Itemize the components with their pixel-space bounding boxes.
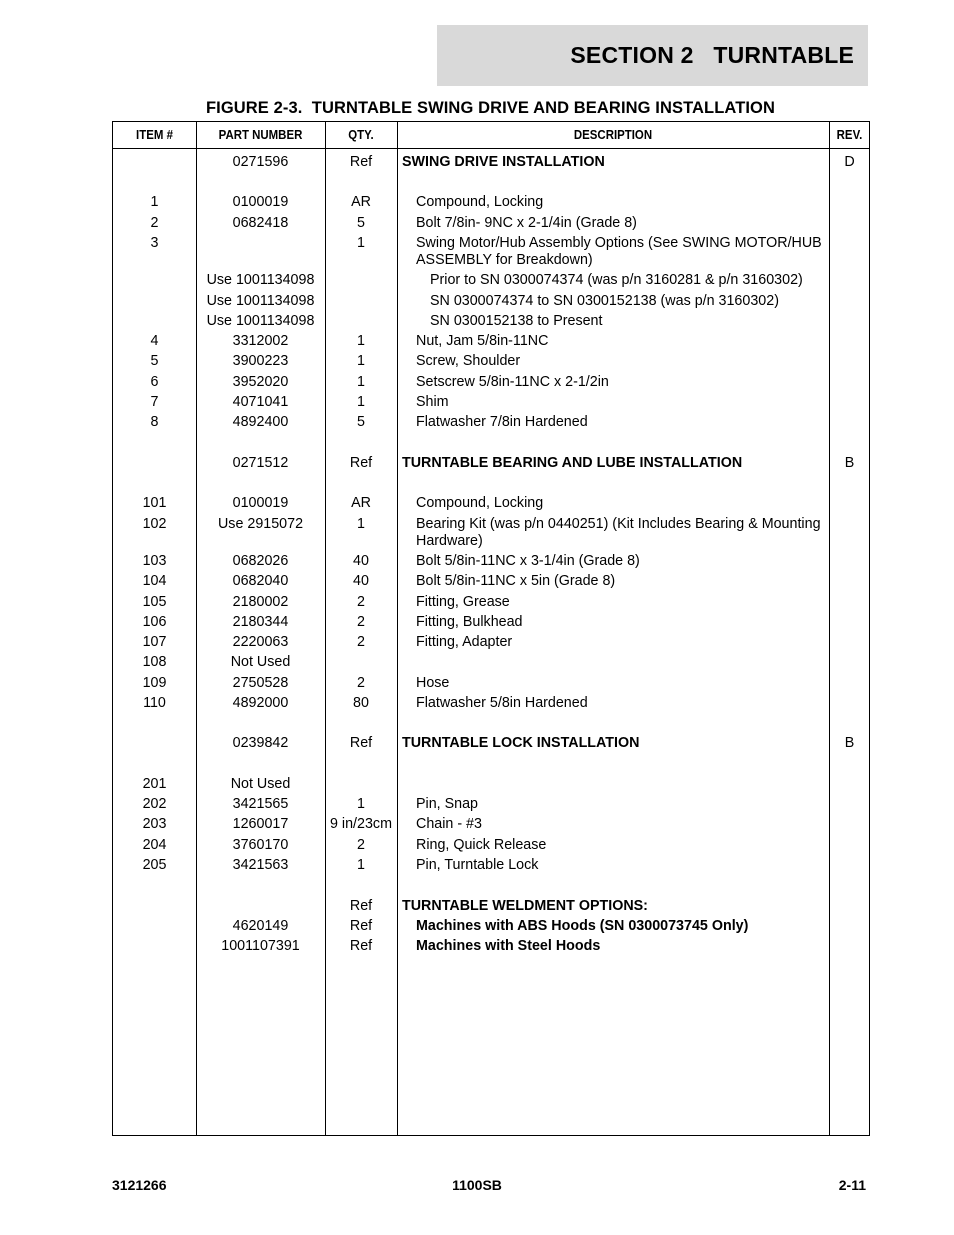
- description: Flatwasher 7/8in Hardened: [416, 414, 588, 430]
- section-header: [437, 25, 868, 86]
- part-number: 2180344: [232, 614, 289, 630]
- revision: D: [844, 154, 855, 170]
- quantity: Ref: [349, 918, 373, 934]
- section-title: SECTION 2 TURNTABLE: [570, 42, 854, 68]
- description: TURNTABLE BEARING AND LUBE INSTALLATION: [402, 455, 743, 471]
- quantity: 5: [357, 414, 365, 430]
- part-number: 4071041: [232, 394, 289, 410]
- quantity: 40: [353, 553, 369, 569]
- header-item: ITEM #: [136, 127, 173, 142]
- part-number: 4620149: [232, 918, 289, 934]
- column-divider: [397, 122, 398, 1135]
- quantity: AR: [351, 495, 371, 511]
- item-number: 205: [142, 857, 167, 873]
- part-number: 4892000: [232, 695, 289, 711]
- description: Prior to SN 0300074374 (was p/n 3160281 & p/n 3160302): [430, 272, 803, 288]
- header-description: DESCRIPTION: [573, 127, 653, 142]
- part-number: 3900223: [232, 353, 289, 369]
- part-number: 0100019: [232, 495, 289, 511]
- description: Bearing Kit (was p/n 0440251) (Kit Includes Bearing & Mounting Hardware): [416, 516, 821, 549]
- description: Pin, Turntable Lock: [416, 857, 539, 873]
- description: Fitting, Adapter: [416, 634, 513, 650]
- description: Setscrew 5/8in-11NC x 2-1/2in: [416, 374, 609, 390]
- item-number: 103: [142, 553, 167, 569]
- item-number: 105: [142, 594, 167, 610]
- quantity: 1: [357, 796, 365, 812]
- item-number: 108: [142, 654, 167, 670]
- description: Bolt 5/8in-11NC x 3-1/4in (Grade 8): [416, 553, 640, 569]
- part-number: Not Used: [230, 654, 291, 670]
- item-number: 6: [150, 374, 159, 390]
- description: Pin, Snap: [416, 796, 478, 812]
- item-number: 1: [150, 194, 159, 210]
- item-number: 8: [150, 414, 159, 430]
- part-number: 2220063: [232, 634, 289, 650]
- description: Hose: [416, 675, 450, 691]
- part-number: Use 1001134098: [206, 313, 315, 329]
- quantity: 1: [357, 374, 365, 390]
- description: Chain - #3: [416, 816, 482, 832]
- footer-model: 1100SB: [452, 1177, 502, 1193]
- item-number: 4: [150, 333, 159, 349]
- part-number: Use 1001134098: [206, 293, 315, 309]
- part-number: 1260017: [232, 816, 289, 832]
- item-number: 5: [150, 353, 159, 369]
- description: SWING DRIVE INSTALLATION: [402, 154, 605, 170]
- parts-table: [112, 121, 870, 1136]
- header-part-number: PART NUMBER: [218, 127, 303, 142]
- description: TURNTABLE WELDMENT OPTIONS:: [402, 898, 648, 914]
- item-number: 202: [142, 796, 167, 812]
- part-number: 3312002: [232, 333, 289, 349]
- part-number: 0100019: [232, 194, 289, 210]
- quantity: 2: [357, 837, 365, 853]
- part-number: 2180002: [232, 594, 289, 610]
- part-number: 3760170: [232, 837, 289, 853]
- item-number: 106: [142, 614, 167, 630]
- quantity: 5: [357, 215, 365, 231]
- item-number: 7: [150, 394, 159, 410]
- quantity: 80: [353, 695, 369, 711]
- quantity: 9 in/23cm: [330, 816, 392, 832]
- description: Nut, Jam 5/8in-11NC: [416, 333, 549, 349]
- quantity: 2: [357, 594, 365, 610]
- quantity: 2: [357, 634, 365, 650]
- description: Fitting, Grease: [416, 594, 510, 610]
- description: Bolt 7/8in- 9NC x 2-1/4in (Grade 8): [416, 215, 637, 231]
- part-number: 0682026: [232, 553, 289, 569]
- item-number: 203: [142, 816, 167, 832]
- quantity: 1: [357, 857, 365, 873]
- item-number: 201: [142, 776, 167, 792]
- table-header: [113, 122, 869, 149]
- description: SN 0300152138 to Present: [430, 313, 603, 329]
- item-number: 2: [150, 215, 159, 231]
- item-number: 110: [143, 695, 166, 711]
- part-number: 0271512: [232, 455, 289, 471]
- description: Fitting, Bulkhead: [416, 614, 523, 630]
- part-number: 3421565: [232, 796, 289, 812]
- part-number: Not Used: [230, 776, 291, 792]
- item-number: 101: [142, 495, 167, 511]
- item-number: 107: [142, 634, 167, 650]
- description: Bolt 5/8in-11NC x 5in (Grade 8): [416, 573, 616, 589]
- quantity: 1: [357, 516, 365, 532]
- quantity: 1: [357, 353, 365, 369]
- part-number: 3952020: [232, 374, 289, 390]
- part-number: 2750528: [232, 675, 289, 691]
- quantity: 1: [357, 333, 365, 349]
- description: SN 0300074374 to SN 0300152138 (was p/n 3160302): [430, 293, 779, 309]
- description: Compound, Locking: [416, 194, 544, 210]
- description: Compound, Locking: [416, 495, 544, 511]
- quantity: Ref: [349, 455, 373, 471]
- description: Shim: [416, 394, 449, 410]
- description: Screw, Shoulder: [416, 353, 521, 369]
- footer-page-number: 2-11: [838, 1177, 866, 1193]
- part-number: 0239842: [232, 735, 289, 751]
- quantity: 2: [357, 675, 365, 691]
- quantity: 1: [357, 235, 365, 251]
- item-number: 102: [142, 516, 167, 532]
- description: Machines with ABS Hoods (SN 0300073745 Only): [416, 918, 749, 934]
- quantity: AR: [351, 194, 371, 210]
- part-number: 4892400: [232, 414, 289, 430]
- footer-doc-number: 3121266: [112, 1177, 167, 1193]
- item-number: 109: [142, 675, 167, 691]
- quantity: Ref: [349, 938, 373, 954]
- description: Ring, Quick Release: [416, 837, 547, 853]
- description: Swing Motor/Hub Assembly Options (See SWING MOTOR/HUB ASSEMBLY for Breakdown): [416, 235, 822, 268]
- figure-title: FIGURE 2-3. TURNTABLE SWING DRIVE AND BEARING INSTALLATION: [205, 99, 776, 117]
- revision: B: [844, 455, 855, 471]
- quantity: 1: [357, 394, 365, 410]
- quantity: 2: [357, 614, 365, 630]
- quantity: 40: [353, 573, 369, 589]
- description: Flatwasher 5/8in Hardened: [416, 695, 588, 711]
- part-number: 3421563: [232, 857, 289, 873]
- part-number: 0682040: [232, 573, 289, 589]
- part-number: Use 1001134098: [206, 272, 315, 288]
- part-number: 0271596: [232, 154, 289, 170]
- description: Machines with Steel Hoods: [416, 938, 601, 954]
- part-number: Use 2915072: [217, 516, 304, 532]
- item-number: 204: [142, 837, 167, 853]
- quantity: Ref: [349, 898, 373, 914]
- part-number: 1001107391: [221, 938, 300, 954]
- quantity: Ref: [349, 154, 373, 170]
- part-number: 0682418: [232, 215, 289, 231]
- header-qty: QTY.: [348, 127, 374, 142]
- quantity: Ref: [349, 735, 373, 751]
- item-number: 3: [150, 235, 159, 251]
- item-number: 104: [142, 573, 167, 589]
- revision: B: [844, 735, 855, 751]
- header-rev: REV.: [836, 127, 863, 142]
- description: TURNTABLE LOCK INSTALLATION: [402, 735, 640, 751]
